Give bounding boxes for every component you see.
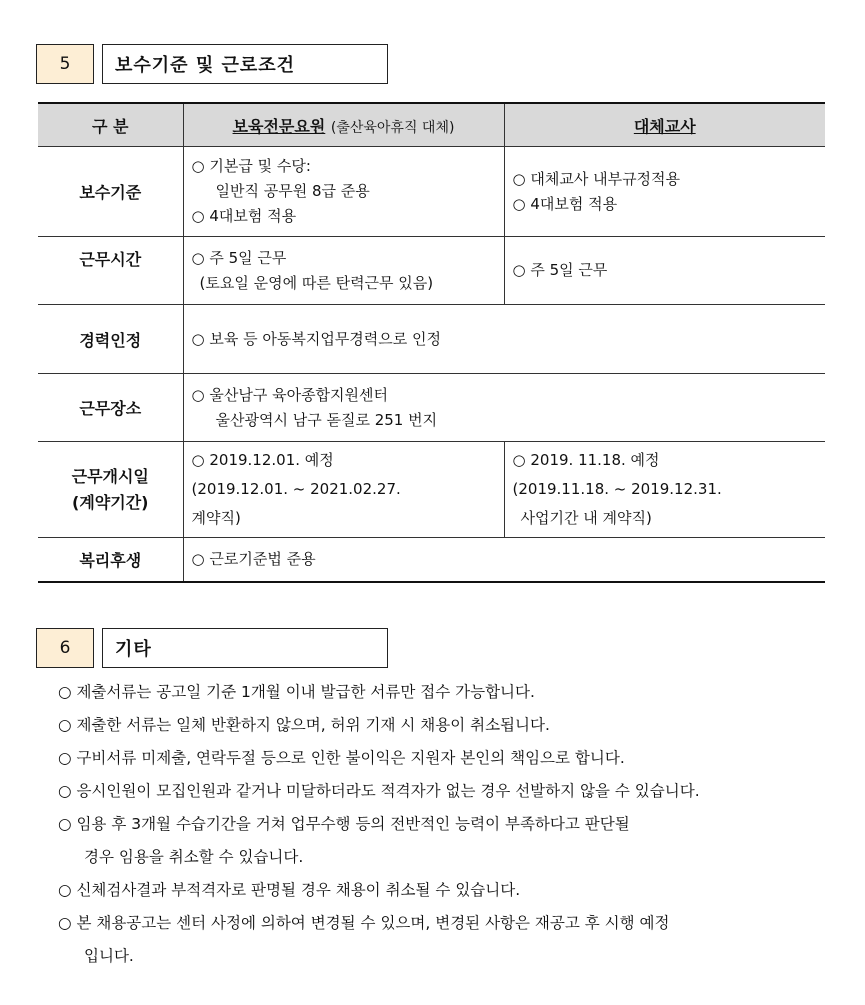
table-cell [183,237,504,305]
cell-line: (2019.11.18. ~ 2019.12.31. [512,480,722,498]
header-substitute-teacher [504,103,825,147]
cell-line: (토요일 운영에 따른 탄력근무 있음) [199,273,434,292]
list-item: ○ 임용 후 3개월 수습기간을 거쳐 업무수행 등의 전반적인 능력이 부족하다고 판단될 [58,815,630,833]
row-label-line: (계약기간) [72,492,149,512]
cell-line: ○ 주 5일 근무 [512,261,608,279]
list-item: ○ 제출서류는 공고일 기준 1개월 이내 발급한 서류만 접수 가능합니다. [58,683,535,701]
table-cell [183,374,825,442]
table-row [38,538,825,582]
header-childcare-specialist-note: (출산육아휴직 대체) [330,119,455,136]
list-item: ○ 응시인원이 모집인원과 같거나 미달하더라도 적격자가 없는 경우 선발하지 않을 수 있습니다. [58,782,700,800]
list-item: ○ 구비서류 미제출, 연락두절 등으로 인한 불이익은 지원자 본인의 책임으로 합니다. [58,749,625,767]
cell-line: ○ 근로기준법 준용 [191,549,316,568]
header-childcare-specialist [183,103,504,147]
cell-line: (2019.12.01. ~ 2021.02.27. [191,480,401,498]
conditions-table [38,102,825,583]
row-label: 보수기준 [38,147,183,237]
row-label-line: 근무개시일 [71,466,149,486]
section-5-header [36,44,388,84]
cell-line: 사업기간 내 계약직) [520,509,652,527]
table-row [38,305,825,374]
notes-list [58,676,838,973]
cell-line: ○ 기본급 및 수당: [191,157,311,175]
cell-line: 울산광역시 남구 돋질로 251 번지 [215,410,438,429]
cell-line: ○ 2019.12.01. 예정 [191,451,334,469]
table-cell [183,305,825,374]
list-item: ○ 본 채용공고는 센터 사정에 의하여 변경될 수 있으며, 변경된 사항은 재공고 후 시행 예정 [58,914,670,932]
cell-line: ○ 울산남구 육아종합지원센터 [191,385,389,404]
section-title: 기타 [102,628,388,668]
table-row [38,237,825,305]
table-row [38,442,825,538]
list-item-continuation: 경우 임용을 취소할 수 있습니다. [84,848,304,866]
section-title: 보수기준 및 근로조건 [102,44,388,84]
header-category: 구 분 [38,103,183,147]
cell-line: ○ 2019. 11.18. 예정 [512,451,660,469]
row-label: 경력인정 [38,305,183,374]
row-label: 근무시간 [38,237,183,305]
row-label [38,442,183,538]
table-header-row [38,103,825,147]
table-cell [504,442,825,538]
section-number: 5 [36,44,94,84]
list-item: ○ 제출한 서류는 일체 반환하지 않으며, 허위 기재 시 채용이 취소됩니다. [58,716,550,734]
table-cell [504,147,825,237]
section-number: 6 [36,628,94,668]
list-item: ○ 신체검사결과 부적격자로 판명될 경우 채용이 취소될 수 있습니다. [58,881,521,899]
cell-line: 일반직 공무원 8급 준용 [215,182,370,200]
list-item-continuation: 입니다. [84,947,134,965]
cell-line: ○ 보육 등 아동복지업무경력으로 인정 [191,329,442,348]
cell-line: ○ 대체교사 내부규정적용 [512,169,681,188]
section-6-header [36,628,388,668]
cell-line: ○ 주 5일 근무 [191,248,287,267]
table-cell [183,147,504,237]
header-substitute-teacher-label: 대체교사 [633,116,696,136]
table-cell [183,442,504,538]
cell-line: 계약직) [191,509,241,527]
table-row [38,147,825,237]
row-label: 근무장소 [38,374,183,442]
cell-line: ○ 4대보험 적용 [512,194,618,213]
table-cell [183,538,825,582]
row-label: 복리후생 [38,538,183,582]
cell-line: ○ 4대보험 적용 [191,207,297,225]
table-row [38,374,825,442]
table-cell [504,237,825,305]
header-childcare-specialist-label: 보육전문요원 [232,116,326,136]
